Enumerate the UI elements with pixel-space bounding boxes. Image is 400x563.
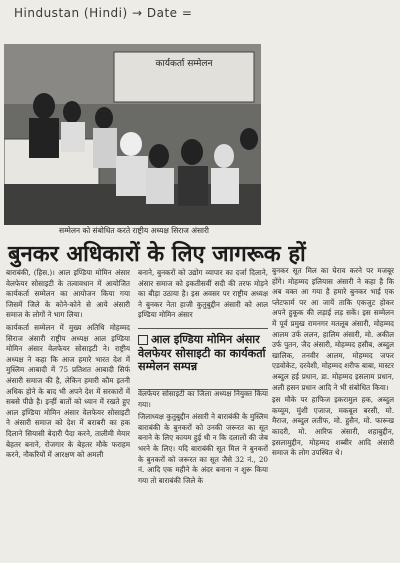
- paragraph: वेलफेयर सोसाइटी का जिला अध्यक्ष नियुक्त किया गया।: [138, 388, 268, 409]
- paragraph: बाराबंकी, (हिस.)। आल इण्डिया मोमिन अंसार वेलफेयर सोसाइटी के तत्वावधान में आयोजित कार्यकर्ता सम्मेलन का आयोजन किया गया जिसमें जिले के कोने-कोने से आये अंसारी समाज के लोगों ने भाग लिया।: [6, 268, 130, 320]
- subheadline-text: आल इण्डिया मोमिन अंसार वेलफेयर सोसाइटी का कार्यकर्ता सम्मेलन सम्पन्न: [138, 333, 266, 373]
- handwritten-source-note: Hindustan (Hindi) → Date =: [14, 6, 193, 20]
- headline: बुनकर अधिकारों के लिए जागरूक हों: [8, 242, 306, 267]
- news-photo: [4, 44, 261, 225]
- paragraph: बुनकर सूत मिल का घेराव करने पर मजबूर होंगे। मोहम्मद इलियास अंसारी ने कहा है कि अब वक्त आ गया है हमारे बुनकर भाई एक प्लेटफार्म पर आ जायें ताकि एकजुट होकर अपने हुकूक की लड़ाई लड़ सकें। इस सम्मेलन में पूर्व प्रमुख रामनगर मतलूब अंसारी, मोहम्मद आलम उर्फ ललन, हालिम अंसारी, मो. अकील उर्फ पुतन, जैद अंसारी, मोहम्मद हसीब, अब्दुल खालिक, तनवीर आलम, मोहम्मद जफर एडवोकेट, दरवेशी, मोहम्मद शरीफ बाबा, मास्टर अब्दुल हई प्रधान, डा. मोहम्मद इसलाम प्रधान, अली हसन प्रधान आदि ने भी संबोधित किया।: [272, 266, 394, 392]
- banner-text: कार्यकर्ता सम्मेलन: [155, 59, 213, 69]
- article-column-3: [272, 266, 394, 558]
- article-column-1: [6, 268, 130, 558]
- photo-caption: सम्मेलन को संबोधित करते राष्ट्रीय अध्यक्ष सिराज अंसारी: [59, 226, 209, 235]
- article-column-2: [138, 268, 268, 558]
- paragraph: इस मौके पर हाफिज इकरामुल हक, अब्दुल कय्यूम, मुंशी एजाज, मकबूल बरसी, मो. मैराज, अब्दुल लतीफ, मो. हुसैन, मो. फारूख कादरी, मो. आरिफ अंसारी, शहाबुद्दीन, इसलामुद्दीन, मोहम्मद शब्बीर आदि अंसारी समाज के लोग उपस्थित थे।: [272, 395, 394, 458]
- paragraph: बनाने, बुनकरों को उद्योग व्यापार का दर्जा दिलाने, अंसार समाज को इकतीसवीं सदी की तरफ मोड़ने का बीड़ा उठाया है। इस अवसर पर राष्ट्रीय अध्यक्ष ने बुनकर नेता हाजी कुतुबुद्दीन अंसारी को आल इण्डिया मोमिन अंसार: [138, 268, 268, 320]
- subheadline: [138, 328, 268, 390]
- paragraph: कार्यकर्ता सम्मेलन में मुख्य अतिथि मोहम्मद सिराज अंसारी राष्ट्रीय अध्यक्ष आल इण्डिया मोमिन अंसार वेलफेयर सोसाइटी ने। राष्ट्रीय अध्यक्ष ने कहा कि आज हमारे भारत देश में मुस्लिम आबादी में 75 प्रतिशत आबादी सिर्फ अंसारी समाज की है, लेकिन हमारी कौम इतनी अधिक होने के बाद भी अपने देश में सरकारों में सबसे पीछे है। इन्हीं बातों को ध्यान में रखते हुए आल इण्डिया मोमिन अंसार वेलफेयर सोसाइटी ने अंसारी समाज को देश में बराबरी का हक दिलाने सियासी बेदारी पैदा करने, तालीमी मेयार बेहतर बनाने, रोजगार के बेहतर मौके फराहम करने, नौकरियों में आरक्षण को अमली: [6, 322, 130, 460]
- checkbox-bullet-icon: [138, 335, 148, 345]
- paragraph: जिलाध्यक्ष कुतुबुद्दीन अंसारी ने बाराबंकी के मुस्लिम बाराबंकी के बुनकरों को उनकी जरूरत का सूत बनाने के लिए कायम हुई थी न कि दलालों की जेब भरने के लिए। यदि बाराबंकी सूत मिल ने बुनकरों के बुनकरों को जरूरत का सूत जैसे 32 नं., 20 नं. आदि एक महीने के अंदर बनाना न शुरू किया गया तो बाराबंकी जिले के: [138, 412, 268, 485]
